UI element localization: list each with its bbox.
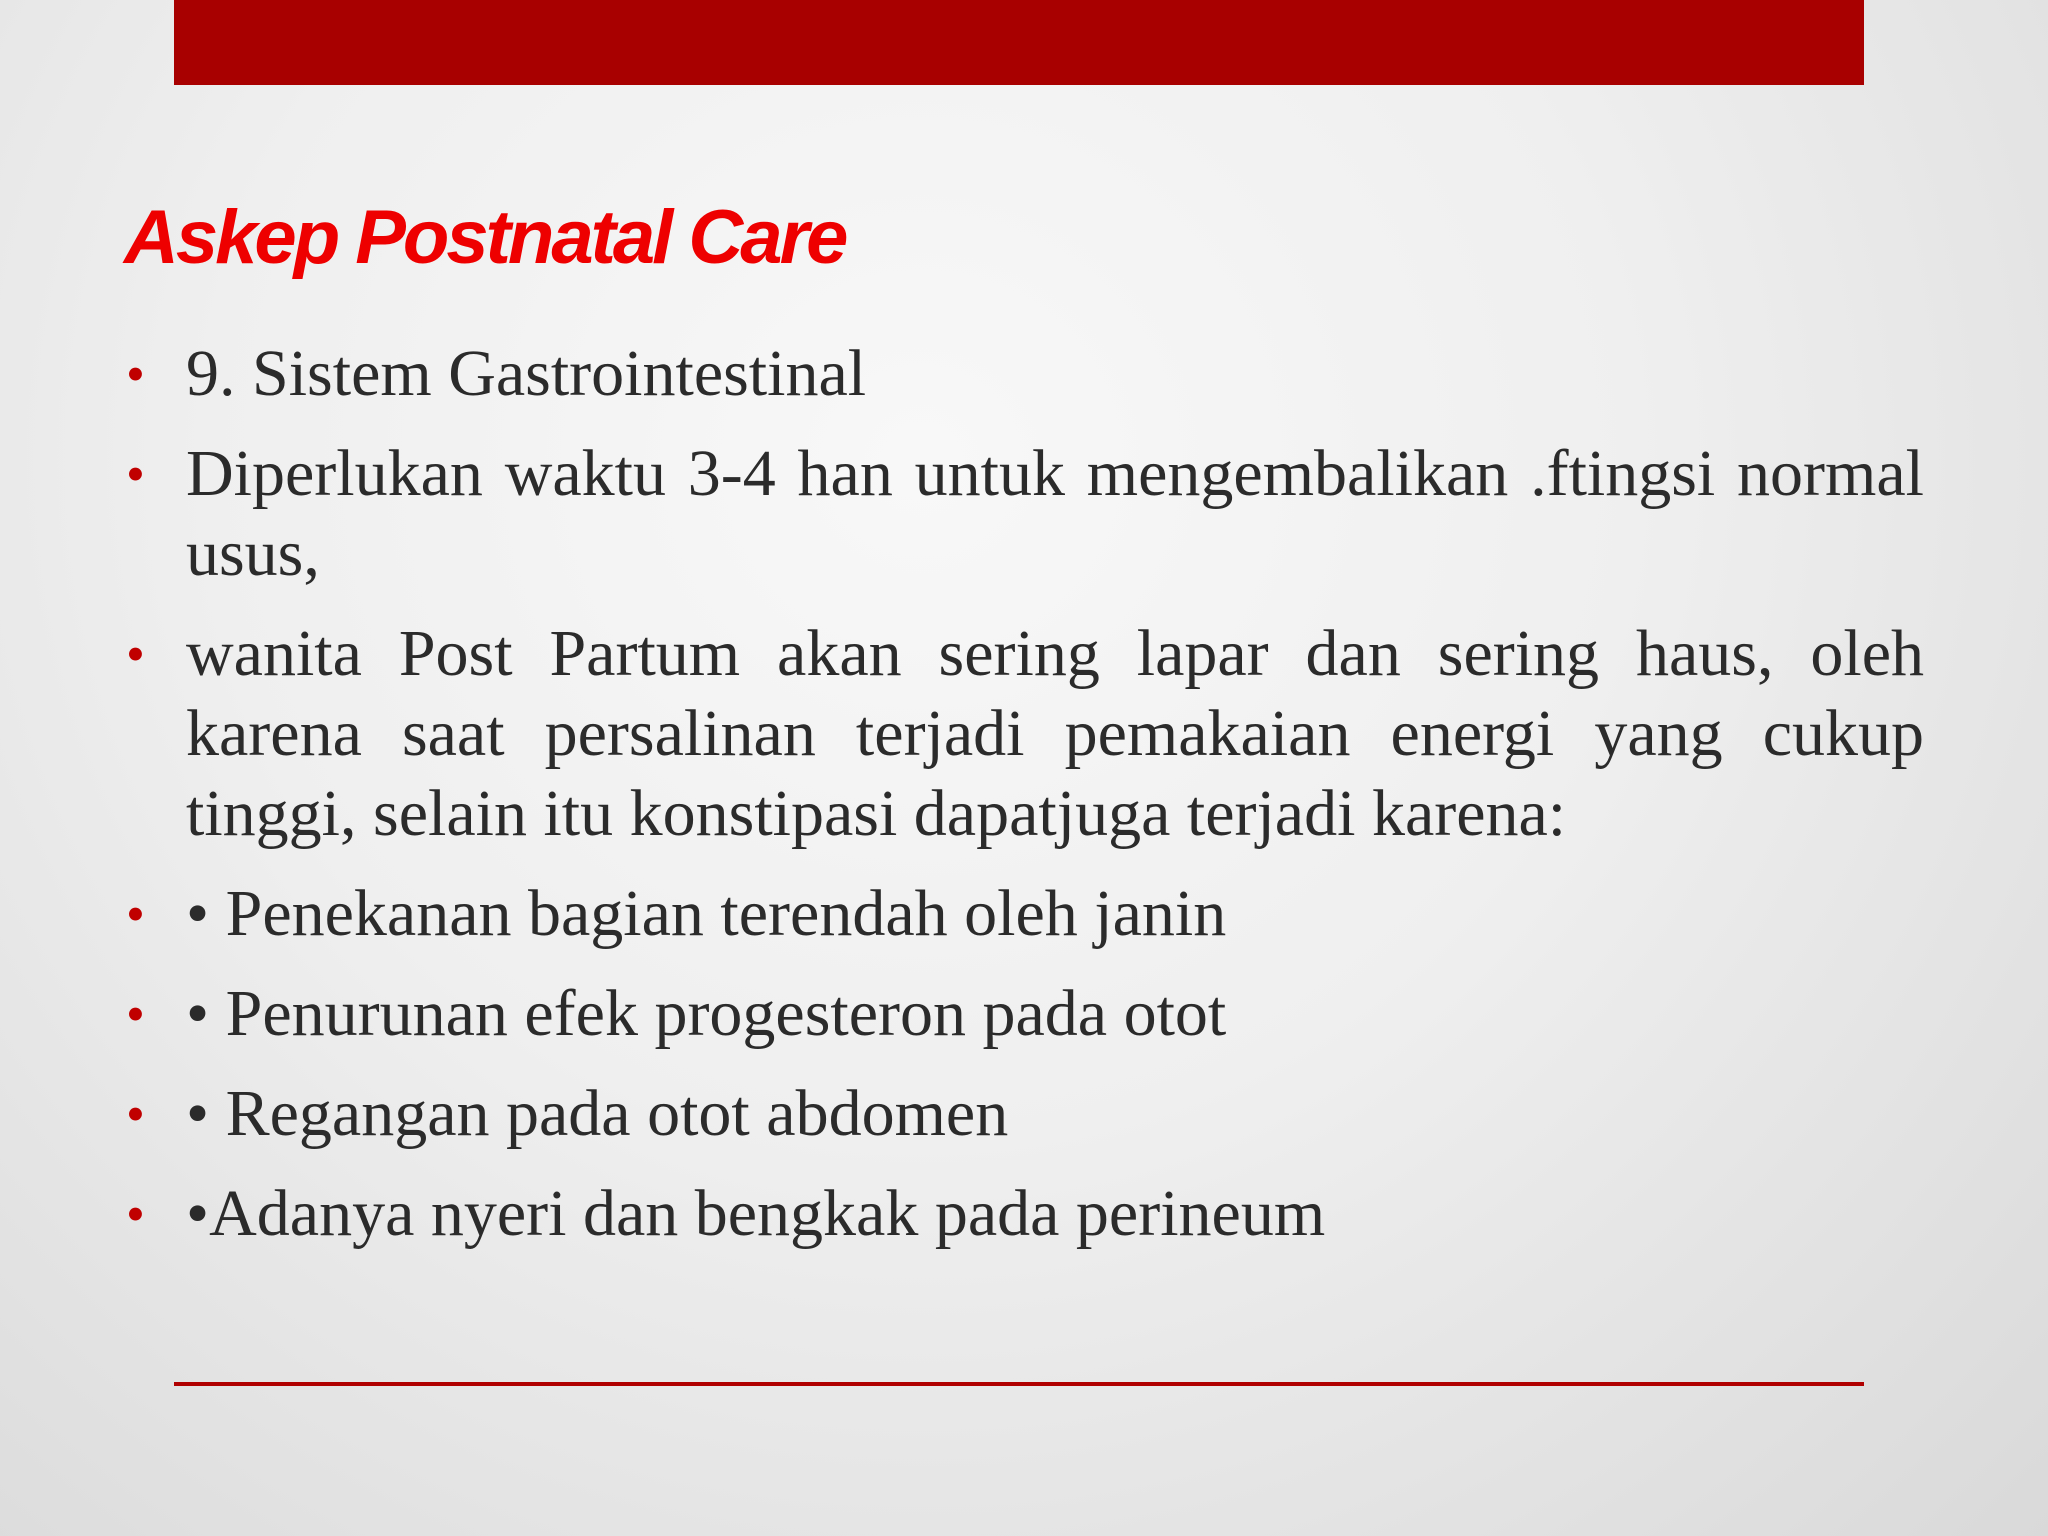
list-item <box>124 974 1924 1054</box>
bullet-icon: • <box>126 624 145 684</box>
bullet-icon: • <box>126 1184 145 1244</box>
list-item-text: •Adanya nyeri dan bengkak pada perineum <box>186 1177 1326 1250</box>
list-item <box>124 334 1924 414</box>
bullet-icon: • <box>126 344 145 404</box>
list-item <box>124 1074 1924 1154</box>
bullet-icon: • <box>126 444 145 504</box>
bullet-icon: • <box>126 884 145 944</box>
list-item-text: • Regangan pada otot abdomen <box>186 1077 1009 1150</box>
list-item-text: • Penekanan bagian terendah oleh janin <box>186 877 1227 950</box>
bottom-divider <box>174 1382 1864 1386</box>
bullet-icon: • <box>126 1084 145 1144</box>
list-item <box>124 1174 1924 1254</box>
list-item-text: wanita Post Partum akan sering lapar dan sering haus, oleh karena saat persalinan terjadi pemakaian energi yang cukup tinggi, selain itu konstipasi dapatjuga terjadi karena: <box>186 617 1924 850</box>
list-item <box>124 614 1924 854</box>
top-accent-bar <box>174 0 1864 85</box>
list-item-text: Diperlukan waktu 3-4 han untuk mengembalikan .ftingsi normal usus, <box>186 437 1924 590</box>
list-item-text: • Penurunan efek progesteron pada otot <box>186 977 1227 1050</box>
list-item <box>124 434 1924 594</box>
list-item-text: 9. Sistem Gastrointestinal <box>186 337 867 410</box>
bullet-icon: • <box>126 984 145 1044</box>
bullet-list <box>124 334 1924 1274</box>
list-item <box>124 874 1924 954</box>
slide-title: Askep Postnatal Care <box>124 195 846 280</box>
